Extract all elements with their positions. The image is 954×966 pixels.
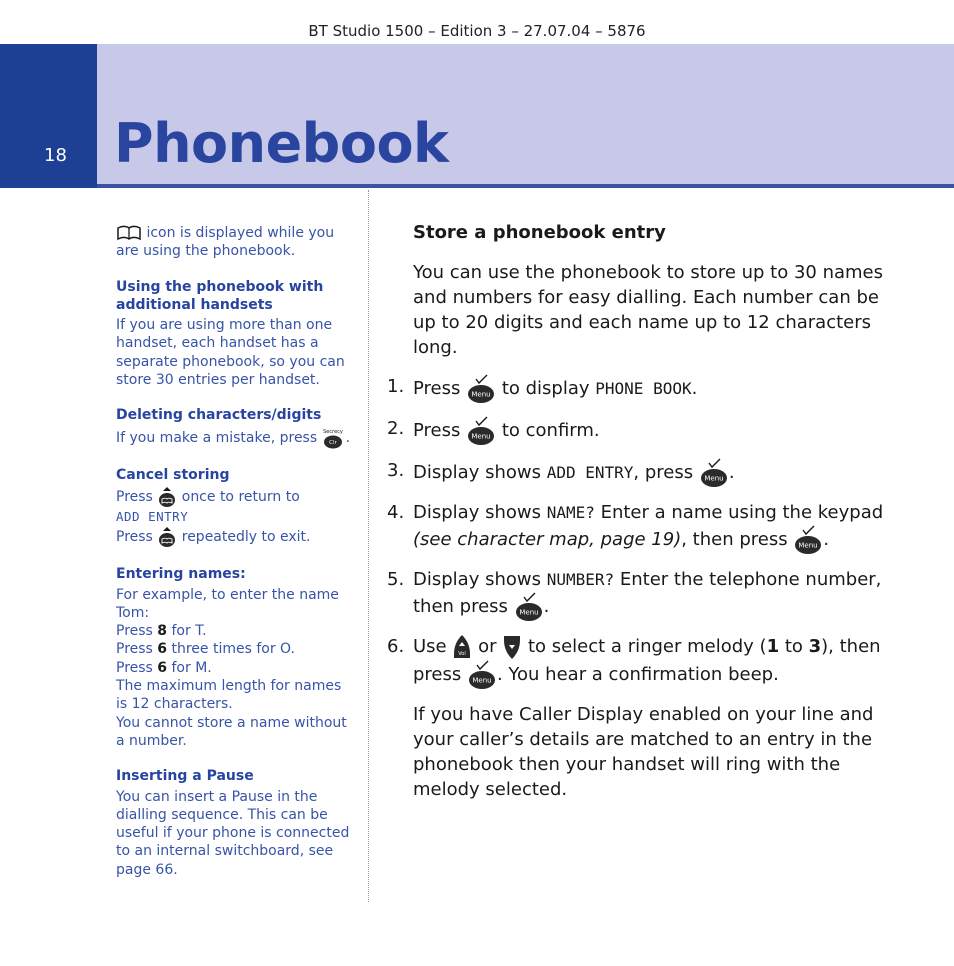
lcd-text: NAME?: [546, 503, 595, 522]
running-head: BT Studio 1500 – Edition 3 – 27.07.04 – 5876: [308, 22, 646, 40]
sidebar-section-additional-handsets: Using the phonebook with additional handsets If you are using more than one handset, each handset has a separate phonebook, so you can store 30 entries per handset.: [116, 278, 354, 390]
lcd-text: ADD ENTRY: [546, 463, 634, 482]
page-number-tab: [0, 44, 97, 188]
menu-key-icon: [466, 374, 496, 404]
clear-key-icon: [322, 427, 346, 449]
sidebar-heading: Deleting characters/digits: [116, 407, 322, 424]
intro-paragraph: You can use the phonebook to store up to 30 names and numbers for easy dialling. Each number can be up to 20 digits and each name up to 12 characters long.: [413, 262, 884, 358]
svg-text:Menu: Menu: [471, 390, 491, 399]
menu-key-icon: [467, 660, 497, 690]
step-1: 1. Press Menu to display PHONE BOOK.: [413, 374, 903, 404]
sidebar-section-cancel: Cancel storing Press once to return to ADD ENTRY Press repeatedly to exit.: [116, 466, 354, 549]
section-heading: Store a phonebook entry: [413, 222, 666, 243]
sidebar-section-deleting: Deleting characters/digits If you make a mistake, press Secrecy Clr .: [116, 406, 354, 448]
page-title: Phonebook: [114, 112, 449, 175]
menu-key-icon: [699, 458, 729, 488]
lcd-text: PHONE BOOK: [595, 379, 692, 398]
step-3: 3. Display shows ADD ENTRY, press Menu .: [413, 458, 903, 488]
sidebar-heading: Using the phonebook with additional handsets: [116, 278, 324, 313]
sidebar-heading: Inserting a Pause: [116, 768, 254, 785]
menu-key-icon: [466, 416, 496, 446]
sidebar-heading: Entering names:: [116, 566, 246, 583]
sidebar-intro: icon is displayed while you are using the phonebook.: [116, 225, 335, 260]
up-key-icon: [452, 634, 472, 660]
svg-text:Menu: Menu: [704, 474, 724, 483]
svg-text:Menu: Menu: [519, 608, 539, 617]
menu-key-icon: [793, 525, 823, 555]
column-divider: [368, 190, 369, 902]
step-4: 4. Display shows NAME? Enter a name using the keypad (see character map, page 19), then press Menu .: [413, 500, 903, 555]
svg-text:Secrecy: Secrecy: [322, 428, 343, 435]
svg-text:Vol: Vol: [458, 651, 467, 657]
svg-text:Menu: Menu: [472, 676, 492, 685]
sidebar-section-pause: Inserting a Pause You can insert a Pause in the dialling sequence. This can be useful if your phone is connected to an internal switchboard, see page 66.: [116, 767, 354, 879]
step-6: 6. Use Vol or to select a ringer melody (1 to 3), then press Menu . You hear a confirmation beep.: [413, 634, 903, 690]
step-2: 2. Press Menu to confirm.: [413, 416, 903, 446]
step-5: 5. Display shows NUMBER? Enter the telephone number, then press Menu .: [413, 567, 903, 622]
svg-text:Menu: Menu: [798, 541, 818, 550]
menu-key-icon: [514, 592, 544, 622]
lcd-text: NUMBER?: [546, 570, 615, 589]
page-number: 18: [44, 145, 67, 166]
sidebar-section-entering-names: Entering names: For example, to enter the name Tom: Press 8 for T. Press 6 three times for O. Press 6 for M. The maximum length for names is 12 characters. You cannot store a name without a number.: [116, 565, 354, 750]
banner-rule: [0, 184, 954, 188]
main-content: [387, 220, 903, 816]
phonebook-key-icon: [157, 526, 177, 548]
sidebar: [116, 224, 354, 896]
phonebook-icon: [116, 225, 142, 241]
sidebar-heading: Cancel storing: [116, 466, 230, 483]
steps-list: [387, 374, 903, 690]
svg-text:Clr: Clr: [328, 439, 337, 446]
down-key-icon: [502, 634, 522, 660]
outro-paragraph: If you have Caller Display enabled on your line and your caller’s details are matched to an entry in the phonebook then your handset will ring with the melody selected.: [413, 704, 874, 800]
lcd-text: ADD ENTRY: [116, 508, 189, 524]
svg-text:Menu: Menu: [471, 432, 491, 441]
phonebook-key-icon: [157, 486, 177, 508]
